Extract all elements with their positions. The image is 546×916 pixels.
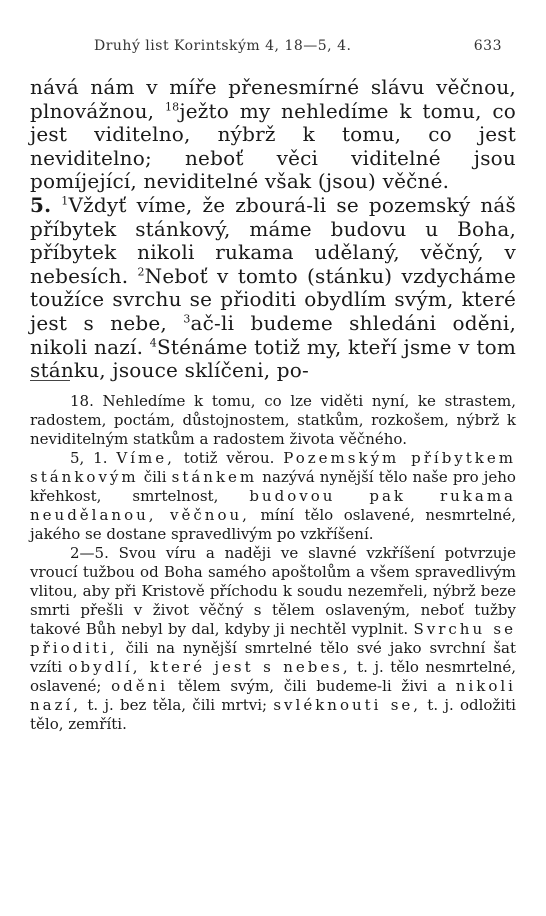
footnote-2-5-term-obydli: obydlí, které jest s nebes, <box>68 658 351 676</box>
page-number: 633 <box>473 38 502 54</box>
footnote-5-1-gloss-d: míní tělo oslavené, nesmrtelné, jakého se dostane spravedlivým po vzkříšení. <box>30 506 516 543</box>
footnote-5-1-term-pozemskym: Pozemským příbytkem stánkovým <box>30 449 516 486</box>
footnote-2-5-term-nikoli-nazi: nikoli nazí, <box>30 677 516 714</box>
verse-4-18: ježto my nehledíme k tomu, co jest viditelno, nýbrž k tomu, co jest neviditelno; neboť věci viditelné jsou pomíjející, neviditelné však (jsou) věčné. <box>30 98 516 194</box>
footnote-2-5-gloss-b: t. j. tělo nesmrtelné, oslavené; <box>30 658 517 695</box>
chapter-number: 5. <box>30 192 52 217</box>
footnote-2-5-gloss-e: t. j. odložiti tělo, zemříti. <box>30 696 516 733</box>
footnote-2-5-term-svrchu: Svrchu se přioditi, <box>30 620 516 657</box>
footnote-5-1-gloss-b: čili <box>143 468 167 486</box>
footnote-divider <box>30 380 70 381</box>
verse-5-1: Vždyť víme, že zbourá-li se pozemský náš příbytek stánkový, máme budovu u Boha, příbytek nikoli rukama udělaný, věčný, v nebesích. <box>30 192 516 288</box>
footnote-5-1-term-stankem: stánkem <box>171 468 258 486</box>
footnote-5-1-gloss-c: nazývá nynější tělo naše pro jeho křehkost, smrtelnost, <box>30 468 516 505</box>
footnote-18 <box>30 392 516 449</box>
footnote-18-text: 18. Nehledíme k tomu, co lze viděti nyní, ke strastem, radostem, poctám, důstojnostem, statkům, rozkošem, nýbrž k neviditelným statkům a radostem života věčného. <box>30 392 516 448</box>
verse-number-4: 4 <box>149 335 157 349</box>
footnote-2-5-term-svleknouti: svléknouti se, <box>273 696 422 714</box>
footnote-5-1 <box>30 449 516 544</box>
footnote-2-5-text: 2—5. Svou víru a naději ve slavné vzkříšení potvrzuje vroucí tužbou od Boha samého apoštolům a všem spravedlivým vlitou, aby při Kristově příchodu k soudu nezemřeli, nýbrž beze smrti přešli v život věčný s tělem oslaveným, neboť tužby takové Bůh nebyl by dal, kdyby ji nechtěl vyplnit. <box>30 544 516 638</box>
footnote-2-5-gloss-c: tělem svým, čili budeme-li živi a <box>177 677 447 695</box>
footnote-2-5-term-odeni: oděni <box>111 677 169 695</box>
verse-5-4: Sténáme totiž my, kteří jsme v tom stánku, jsouce sklíčeni, po- <box>30 334 516 383</box>
verse-5-3: ač-li budeme shledáni oděni, nikoli nazí. <box>30 310 517 359</box>
footnote-2-5-gloss-d: t. j. bez těla, čili mrtvi; <box>87 696 268 714</box>
verse-number-1: 1 <box>61 194 69 208</box>
verse-number-18: 18 <box>164 99 180 113</box>
footnote-5-1-gloss-a: totiž věrou. <box>183 449 275 467</box>
verse-5-2: Neboť v tomto (stánku) vzdycháme toužíce svrchu se přioditi obydlím svým, které jest s nebe, <box>30 263 516 335</box>
footnote-5-1-term-vime: Víme, <box>116 449 175 467</box>
verse-4-17-end: nává nám v míře přenesmírné slávu věčnou, plnovážnou, <box>30 75 516 123</box>
footnote-2-5-gloss-a: čili na nynější smrtelné tělo své jako svrchní šat vzíti <box>30 639 516 676</box>
footnotes <box>30 392 516 734</box>
footnote-2-5 <box>30 544 516 734</box>
main-text <box>30 76 516 383</box>
footnote-5-1-ref: 5, 1. <box>70 449 108 467</box>
running-title: Druhý list Korintským 4, 18—5, 4. <box>94 38 352 54</box>
verse-number-2: 2 <box>137 265 145 279</box>
verse-number-3: 3 <box>183 312 191 326</box>
paragraph-4-17-18 <box>30 76 516 194</box>
paragraph-chapter-5 <box>30 194 516 383</box>
footnote-5-1-term-budovou: budovou pak rukama neudělanou, věčnou, <box>30 487 516 524</box>
